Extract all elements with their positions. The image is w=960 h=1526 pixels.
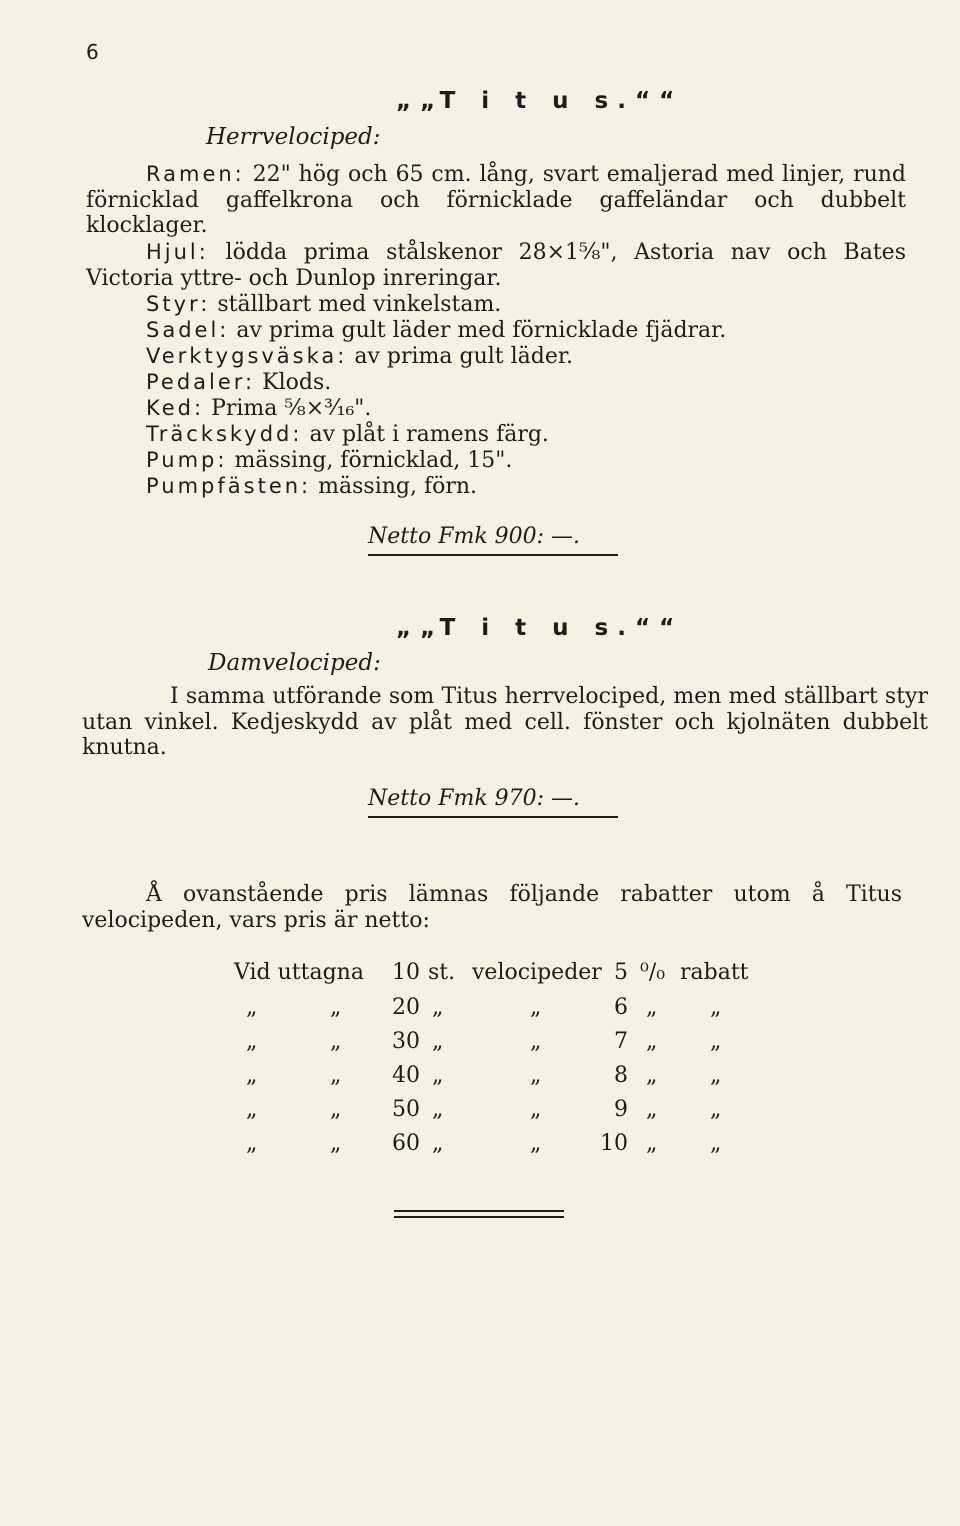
rabatt-row-qty: 60 bbox=[392, 1131, 420, 1156]
ditto-mark: „ bbox=[246, 1063, 258, 1088]
spec-label: Träckskydd: bbox=[146, 422, 303, 446]
spec-label: Verktygsväska: bbox=[146, 344, 348, 368]
rabatt-row-qty: 40 bbox=[392, 1063, 420, 1088]
spec-text: Prima ⁵⁄₈×³⁄₁₆". bbox=[211, 396, 372, 421]
ditto-mark: „ bbox=[530, 1063, 542, 1088]
rabatt-row-pct: 7 bbox=[614, 1029, 628, 1054]
ditto-mark: „ bbox=[330, 1131, 342, 1156]
dam-paragraph bbox=[82, 684, 928, 761]
rabatt-header-unit: ⁰/₀ bbox=[640, 960, 666, 985]
ditto-mark: „ bbox=[330, 1097, 342, 1122]
ditto-mark: „ bbox=[246, 1131, 258, 1156]
hjul-text: lödda prima stålskenor 28×1⁵⁄₈", Astoria nav och Bates Victoria yttre- och Dunlop inreringar. bbox=[86, 240, 906, 291]
closing-rule-bottom bbox=[394, 1216, 564, 1218]
ramen-label: Ramen: bbox=[146, 162, 245, 186]
ditto-mark: „ bbox=[530, 1097, 542, 1122]
ditto-mark: „ bbox=[432, 1029, 444, 1054]
spec-label: Sadel: bbox=[146, 318, 230, 342]
ditto-mark: „ bbox=[710, 1131, 722, 1156]
spec-text: mässing, förnicklad, 15". bbox=[234, 448, 513, 473]
dam-text: I samma utförande som Titus herrvelociped, men med ställbart styr utan vinkel. Kedjeskydd av plåt med cell. fönster och kjolnäten dubbelt knutna. bbox=[82, 684, 928, 760]
spec-label: Pump: bbox=[146, 448, 228, 472]
spec-ked bbox=[146, 396, 371, 422]
ditto-mark: „ bbox=[432, 1131, 444, 1156]
rabatt-intro-paragraph bbox=[82, 882, 902, 933]
spec-sadel bbox=[146, 318, 726, 344]
rabatt-row-pct: 6 bbox=[614, 995, 628, 1020]
spec-styr bbox=[146, 292, 501, 318]
rabatt-row-qty: 30 bbox=[392, 1029, 420, 1054]
ditto-mark: „ bbox=[710, 995, 722, 1020]
spec-trackskydd bbox=[146, 422, 549, 448]
ditto-mark: „ bbox=[432, 1063, 444, 1088]
herr-price: Netto Fmk 900: —. bbox=[368, 524, 581, 549]
dam-subtitle: Damvelociped: bbox=[208, 650, 381, 676]
ditto-mark: „ bbox=[432, 1097, 444, 1122]
spec-text: av plåt i ramens färg. bbox=[309, 422, 549, 447]
ditto-mark: „ bbox=[646, 1063, 658, 1088]
ditto-mark: „ bbox=[530, 1029, 542, 1054]
spec-pump bbox=[146, 448, 512, 474]
ditto-mark: „ bbox=[330, 1029, 342, 1054]
spec-text: mässing, förn. bbox=[318, 474, 478, 499]
ditto-mark: „ bbox=[710, 1097, 722, 1122]
ditto-mark: „ bbox=[246, 995, 258, 1020]
spec-label: Pedaler: bbox=[146, 370, 256, 394]
herr-subtitle: Herrvelociped: bbox=[206, 124, 381, 150]
dam-price-underline bbox=[368, 816, 618, 818]
ditto-mark: „ bbox=[646, 1097, 658, 1122]
spec-verktygsvaska bbox=[146, 344, 573, 370]
ditto-mark: „ bbox=[530, 995, 542, 1020]
spec-text: av prima gult läder med förnicklade fjädrar. bbox=[236, 318, 727, 343]
rabatt-intro: Å ovanstående pris lämnas följande rabatter utom å Titus velocipeden, vars pris är netto: bbox=[82, 882, 902, 933]
spec-label: Pumpfästen: bbox=[146, 474, 312, 498]
spec-pedaler bbox=[146, 370, 331, 396]
ditto-mark: „ bbox=[330, 995, 342, 1020]
spec-pumpfasten bbox=[146, 474, 477, 500]
spec-text: Klods. bbox=[262, 370, 332, 395]
rabatt-row-pct: 9 bbox=[614, 1097, 628, 1122]
ditto-mark: „ bbox=[330, 1063, 342, 1088]
ditto-mark: „ bbox=[646, 1029, 658, 1054]
rabatt-row-pct: 10 bbox=[600, 1131, 628, 1156]
rabatt-header-qty: 10 bbox=[392, 960, 420, 985]
dam-price: Netto Fmk 970: —. bbox=[368, 786, 581, 811]
closing-rule-top bbox=[394, 1210, 564, 1212]
ditto-mark: „ bbox=[246, 1097, 258, 1122]
rabatt-header-vel: velocipeder bbox=[472, 960, 602, 985]
ditto-mark: „ bbox=[646, 995, 658, 1020]
ditto-mark: „ bbox=[710, 1063, 722, 1088]
hjul-label: Hjul: bbox=[146, 240, 209, 264]
rabatt-row-qty: 20 bbox=[392, 995, 420, 1020]
rabatt-header-rab: rabatt bbox=[680, 960, 749, 985]
ramen-text: 22" hög och 65 cm. lång, svart emaljerad med linjer, rund förnicklad gaffelkrona och förnicklade gaffeländar och dubbelt klocklager. bbox=[86, 162, 907, 238]
hjul-paragraph bbox=[86, 240, 906, 291]
rabatt-header-pct: 5 bbox=[614, 960, 628, 985]
spec-text: av prima gult läder. bbox=[354, 344, 573, 369]
rabatt-header-st: st. bbox=[428, 960, 456, 985]
ramen-paragraph bbox=[86, 162, 906, 239]
ditto-mark: „ bbox=[432, 995, 444, 1020]
rabatt-header-vid: Vid uttagna bbox=[234, 960, 364, 985]
spec-label: Styr: bbox=[146, 292, 211, 316]
spec-label: Ked: bbox=[146, 396, 205, 420]
dam-title: „„T i t u s.““ bbox=[396, 615, 684, 641]
page-number: 6 bbox=[86, 40, 99, 64]
rabatt-row-qty: 50 bbox=[392, 1097, 420, 1122]
herr-title: „„T i t u s.““ bbox=[396, 88, 684, 114]
ditto-mark: „ bbox=[710, 1029, 722, 1054]
ditto-mark: „ bbox=[646, 1131, 658, 1156]
ditto-mark: „ bbox=[530, 1131, 542, 1156]
spec-text: ställbart med vinkelstam. bbox=[217, 292, 502, 317]
rabatt-row-pct: 8 bbox=[614, 1063, 628, 1088]
ditto-mark: „ bbox=[246, 1029, 258, 1054]
herr-price-underline bbox=[368, 554, 618, 556]
